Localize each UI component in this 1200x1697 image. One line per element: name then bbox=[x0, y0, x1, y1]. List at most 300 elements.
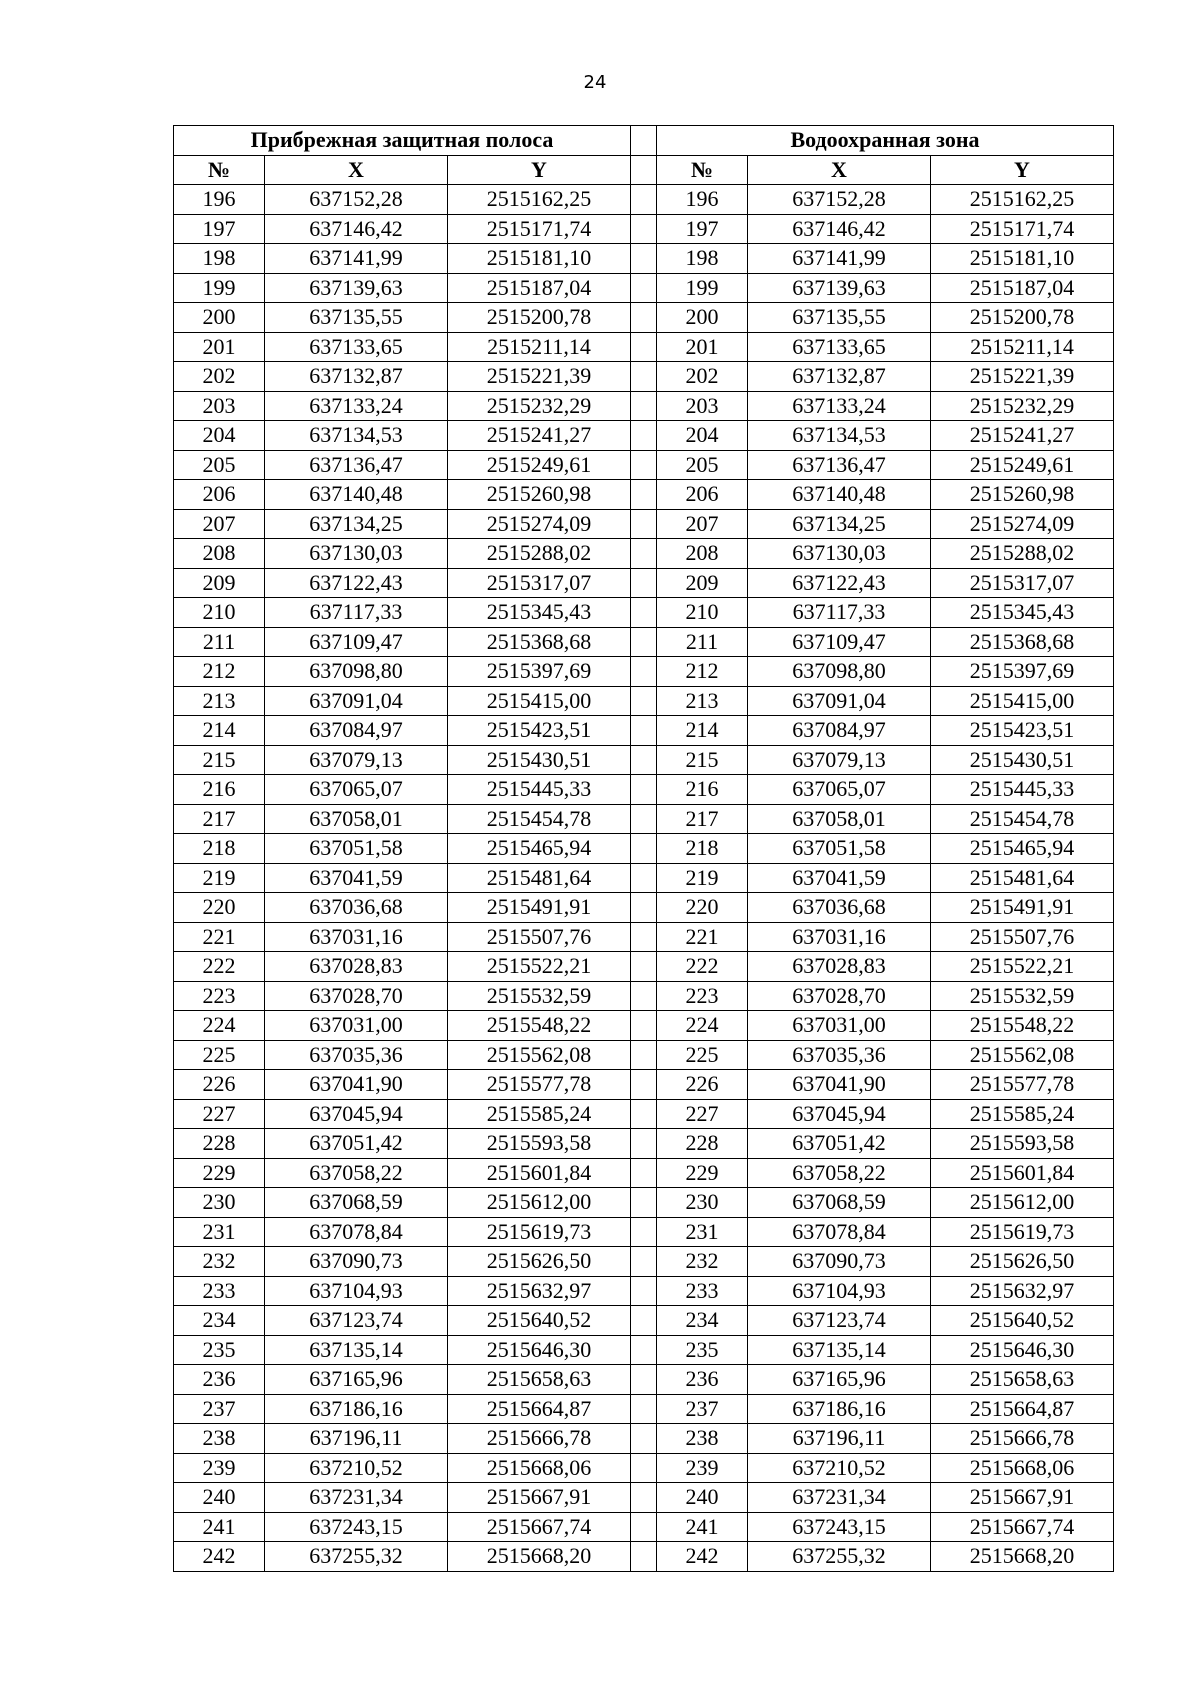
table-row bbox=[174, 1099, 1114, 1129]
right-x-coordinate: 637122,43 bbox=[748, 568, 931, 598]
left-point-number: 212 bbox=[174, 657, 265, 687]
right-header-number: № bbox=[657, 155, 748, 185]
left-point-number: 217 bbox=[174, 804, 265, 834]
left-y-coordinate: 2515664,87 bbox=[448, 1394, 631, 1424]
right-y-coordinate: 2515491,91 bbox=[931, 893, 1114, 923]
right-x-coordinate: 637255,32 bbox=[748, 1542, 931, 1572]
left-y-coordinate: 2515454,78 bbox=[448, 804, 631, 834]
left-x-coordinate: 637028,70 bbox=[265, 981, 448, 1011]
left-x-coordinate: 637196,11 bbox=[265, 1424, 448, 1454]
table-row bbox=[174, 1542, 1114, 1572]
right-x-coordinate: 637139,63 bbox=[748, 273, 931, 303]
page-number: 24 bbox=[583, 72, 607, 93]
left-y-coordinate: 2515260,98 bbox=[448, 480, 631, 510]
left-y-coordinate: 2515221,39 bbox=[448, 362, 631, 392]
table-row bbox=[174, 480, 1114, 510]
column-gap bbox=[631, 126, 657, 156]
right-y-coordinate: 2515445,33 bbox=[931, 775, 1114, 805]
right-x-coordinate: 637136,47 bbox=[748, 450, 931, 480]
left-x-coordinate: 637146,42 bbox=[265, 214, 448, 244]
left-y-coordinate: 2515632,97 bbox=[448, 1276, 631, 1306]
left-point-number: 241 bbox=[174, 1512, 265, 1542]
table-row bbox=[174, 893, 1114, 923]
right-y-coordinate: 2515666,78 bbox=[931, 1424, 1114, 1454]
left-x-coordinate: 637139,63 bbox=[265, 273, 448, 303]
left-x-coordinate: 637090,73 bbox=[265, 1247, 448, 1277]
column-gap bbox=[631, 1158, 657, 1188]
column-gap bbox=[631, 391, 657, 421]
left-point-number: 197 bbox=[174, 214, 265, 244]
left-x-coordinate: 637152,28 bbox=[265, 185, 448, 215]
left-point-number: 209 bbox=[174, 568, 265, 598]
right-x-coordinate: 637134,25 bbox=[748, 509, 931, 539]
right-point-number: 202 bbox=[657, 362, 748, 392]
column-gap bbox=[631, 273, 657, 303]
right-x-coordinate: 637140,48 bbox=[748, 480, 931, 510]
left-y-coordinate: 2515200,78 bbox=[448, 303, 631, 333]
right-point-number: 236 bbox=[657, 1365, 748, 1395]
left-x-coordinate: 637231,34 bbox=[265, 1483, 448, 1513]
right-y-coordinate: 2515664,87 bbox=[931, 1394, 1114, 1424]
left-point-number: 214 bbox=[174, 716, 265, 746]
column-gap bbox=[631, 1365, 657, 1395]
column-gap bbox=[631, 155, 657, 185]
left-point-number: 218 bbox=[174, 834, 265, 864]
table-row bbox=[174, 1276, 1114, 1306]
right-y-coordinate: 2515211,14 bbox=[931, 332, 1114, 362]
table-row bbox=[174, 1011, 1114, 1041]
left-y-coordinate: 2515585,24 bbox=[448, 1099, 631, 1129]
column-header-row bbox=[174, 155, 1114, 185]
right-x-coordinate: 637078,84 bbox=[748, 1217, 931, 1247]
left-x-coordinate: 637135,55 bbox=[265, 303, 448, 333]
right-x-coordinate: 637141,99 bbox=[748, 244, 931, 274]
right-point-number: 241 bbox=[657, 1512, 748, 1542]
right-header-y: Y bbox=[931, 155, 1114, 185]
left-y-coordinate: 2515211,14 bbox=[448, 332, 631, 362]
right-point-number: 220 bbox=[657, 893, 748, 923]
left-point-number: 242 bbox=[174, 1542, 265, 1572]
right-section-title: Водоохранная зона bbox=[657, 126, 1114, 156]
left-x-coordinate: 637117,33 bbox=[265, 598, 448, 628]
right-point-number: 234 bbox=[657, 1306, 748, 1336]
right-y-coordinate: 2515221,39 bbox=[931, 362, 1114, 392]
right-x-coordinate: 637035,36 bbox=[748, 1040, 931, 1070]
right-x-coordinate: 637133,65 bbox=[748, 332, 931, 362]
right-point-number: 221 bbox=[657, 922, 748, 952]
left-x-coordinate: 637186,16 bbox=[265, 1394, 448, 1424]
left-header-y: Y bbox=[448, 155, 631, 185]
right-x-coordinate: 637051,42 bbox=[748, 1129, 931, 1159]
right-x-coordinate: 637196,11 bbox=[748, 1424, 931, 1454]
left-y-coordinate: 2515481,64 bbox=[448, 863, 631, 893]
right-y-coordinate: 2515200,78 bbox=[931, 303, 1114, 333]
right-point-number: 208 bbox=[657, 539, 748, 569]
right-header-x: X bbox=[748, 155, 931, 185]
left-point-number: 210 bbox=[174, 598, 265, 628]
left-point-number: 225 bbox=[174, 1040, 265, 1070]
table-row bbox=[174, 657, 1114, 687]
right-x-coordinate: 637041,59 bbox=[748, 863, 931, 893]
right-y-coordinate: 2515430,51 bbox=[931, 745, 1114, 775]
right-point-number: 240 bbox=[657, 1483, 748, 1513]
column-gap bbox=[631, 1512, 657, 1542]
table-row bbox=[174, 185, 1114, 215]
left-x-coordinate: 637036,68 bbox=[265, 893, 448, 923]
left-y-coordinate: 2515415,00 bbox=[448, 686, 631, 716]
right-point-number: 205 bbox=[657, 450, 748, 480]
table-row bbox=[174, 716, 1114, 746]
left-y-coordinate: 2515667,91 bbox=[448, 1483, 631, 1513]
table-row bbox=[174, 745, 1114, 775]
left-point-number: 220 bbox=[174, 893, 265, 923]
right-point-number: 206 bbox=[657, 480, 748, 510]
left-y-coordinate: 2515646,30 bbox=[448, 1335, 631, 1365]
right-y-coordinate: 2515397,69 bbox=[931, 657, 1114, 687]
table-row bbox=[174, 686, 1114, 716]
table-row bbox=[174, 539, 1114, 569]
table-row bbox=[174, 1394, 1114, 1424]
right-x-coordinate: 637051,58 bbox=[748, 834, 931, 864]
left-point-number: 196 bbox=[174, 185, 265, 215]
left-header-x: X bbox=[265, 155, 448, 185]
table-body bbox=[174, 185, 1114, 1572]
right-y-coordinate: 2515481,64 bbox=[931, 863, 1114, 893]
right-y-coordinate: 2515612,00 bbox=[931, 1188, 1114, 1218]
right-x-coordinate: 637058,22 bbox=[748, 1158, 931, 1188]
left-point-number: 238 bbox=[174, 1424, 265, 1454]
column-gap bbox=[631, 1276, 657, 1306]
left-x-coordinate: 637122,43 bbox=[265, 568, 448, 598]
left-point-number: 206 bbox=[174, 480, 265, 510]
right-point-number: 215 bbox=[657, 745, 748, 775]
right-y-coordinate: 2515668,06 bbox=[931, 1453, 1114, 1483]
left-y-coordinate: 2515577,78 bbox=[448, 1070, 631, 1100]
left-point-number: 229 bbox=[174, 1158, 265, 1188]
left-y-coordinate: 2515548,22 bbox=[448, 1011, 631, 1041]
table-row bbox=[174, 1158, 1114, 1188]
left-point-number: 207 bbox=[174, 509, 265, 539]
right-y-coordinate: 2515423,51 bbox=[931, 716, 1114, 746]
right-x-coordinate: 637133,24 bbox=[748, 391, 931, 421]
left-y-coordinate: 2515232,29 bbox=[448, 391, 631, 421]
right-y-coordinate: 2515646,30 bbox=[931, 1335, 1114, 1365]
left-y-coordinate: 2515368,68 bbox=[448, 627, 631, 657]
left-y-coordinate: 2515667,74 bbox=[448, 1512, 631, 1542]
column-gap bbox=[631, 981, 657, 1011]
column-gap bbox=[631, 922, 657, 952]
right-point-number: 199 bbox=[657, 273, 748, 303]
right-x-coordinate: 637135,14 bbox=[748, 1335, 931, 1365]
left-point-number: 199 bbox=[174, 273, 265, 303]
right-y-coordinate: 2515454,78 bbox=[931, 804, 1114, 834]
left-y-coordinate: 2515465,94 bbox=[448, 834, 631, 864]
right-point-number: 219 bbox=[657, 863, 748, 893]
right-point-number: 209 bbox=[657, 568, 748, 598]
left-x-coordinate: 637078,84 bbox=[265, 1217, 448, 1247]
left-point-number: 208 bbox=[174, 539, 265, 569]
left-x-coordinate: 637041,59 bbox=[265, 863, 448, 893]
left-x-coordinate: 637136,47 bbox=[265, 450, 448, 480]
left-y-coordinate: 2515601,84 bbox=[448, 1158, 631, 1188]
left-y-coordinate: 2515562,08 bbox=[448, 1040, 631, 1070]
right-point-number: 198 bbox=[657, 244, 748, 274]
right-x-coordinate: 637068,59 bbox=[748, 1188, 931, 1218]
left-point-number: 227 bbox=[174, 1099, 265, 1129]
right-y-coordinate: 2515415,00 bbox=[931, 686, 1114, 716]
left-y-coordinate: 2515430,51 bbox=[448, 745, 631, 775]
left-y-coordinate: 2515423,51 bbox=[448, 716, 631, 746]
left-x-coordinate: 637134,53 bbox=[265, 421, 448, 451]
left-point-number: 233 bbox=[174, 1276, 265, 1306]
left-x-coordinate: 637068,59 bbox=[265, 1188, 448, 1218]
left-y-coordinate: 2515171,74 bbox=[448, 214, 631, 244]
right-x-coordinate: 637058,01 bbox=[748, 804, 931, 834]
column-gap bbox=[631, 775, 657, 805]
table-row bbox=[174, 450, 1114, 480]
table-row bbox=[174, 627, 1114, 657]
left-point-number: 223 bbox=[174, 981, 265, 1011]
right-x-coordinate: 637186,16 bbox=[748, 1394, 931, 1424]
left-y-coordinate: 2515181,10 bbox=[448, 244, 631, 274]
table-row bbox=[174, 1306, 1114, 1336]
right-x-coordinate: 637152,28 bbox=[748, 185, 931, 215]
table-row bbox=[174, 952, 1114, 982]
right-y-coordinate: 2515601,84 bbox=[931, 1158, 1114, 1188]
right-y-coordinate: 2515171,74 bbox=[931, 214, 1114, 244]
left-x-coordinate: 637098,80 bbox=[265, 657, 448, 687]
right-y-coordinate: 2515562,08 bbox=[931, 1040, 1114, 1070]
left-y-coordinate: 2515288,02 bbox=[448, 539, 631, 569]
left-point-number: 230 bbox=[174, 1188, 265, 1218]
table-row bbox=[174, 1335, 1114, 1365]
left-point-number: 219 bbox=[174, 863, 265, 893]
right-x-coordinate: 637210,52 bbox=[748, 1453, 931, 1483]
column-gap bbox=[631, 1011, 657, 1041]
left-y-coordinate: 2515274,09 bbox=[448, 509, 631, 539]
table-row bbox=[174, 981, 1114, 1011]
right-point-number: 225 bbox=[657, 1040, 748, 1070]
right-point-number: 242 bbox=[657, 1542, 748, 1572]
right-point-number: 233 bbox=[657, 1276, 748, 1306]
left-point-number: 231 bbox=[174, 1217, 265, 1247]
column-gap bbox=[631, 952, 657, 982]
right-x-coordinate: 637123,74 bbox=[748, 1306, 931, 1336]
right-x-coordinate: 637104,93 bbox=[748, 1276, 931, 1306]
column-gap bbox=[631, 539, 657, 569]
right-x-coordinate: 637231,34 bbox=[748, 1483, 931, 1513]
left-x-coordinate: 637091,04 bbox=[265, 686, 448, 716]
right-y-coordinate: 2515532,59 bbox=[931, 981, 1114, 1011]
column-gap bbox=[631, 185, 657, 215]
column-gap bbox=[631, 509, 657, 539]
right-x-coordinate: 637091,04 bbox=[748, 686, 931, 716]
left-x-coordinate: 637133,24 bbox=[265, 391, 448, 421]
left-y-coordinate: 2515491,91 bbox=[448, 893, 631, 923]
left-x-coordinate: 637104,93 bbox=[265, 1276, 448, 1306]
column-gap bbox=[631, 244, 657, 274]
table-row bbox=[174, 568, 1114, 598]
left-y-coordinate: 2515532,59 bbox=[448, 981, 631, 1011]
left-point-number: 234 bbox=[174, 1306, 265, 1336]
right-y-coordinate: 2515640,52 bbox=[931, 1306, 1114, 1336]
left-point-number: 213 bbox=[174, 686, 265, 716]
right-y-coordinate: 2515522,21 bbox=[931, 952, 1114, 982]
left-x-coordinate: 637135,14 bbox=[265, 1335, 448, 1365]
table-row bbox=[174, 273, 1114, 303]
column-gap bbox=[631, 450, 657, 480]
left-y-coordinate: 2515612,00 bbox=[448, 1188, 631, 1218]
left-y-coordinate: 2515619,73 bbox=[448, 1217, 631, 1247]
left-point-number: 228 bbox=[174, 1129, 265, 1159]
left-y-coordinate: 2515187,04 bbox=[448, 273, 631, 303]
right-y-coordinate: 2515274,09 bbox=[931, 509, 1114, 539]
column-gap bbox=[631, 804, 657, 834]
left-point-number: 205 bbox=[174, 450, 265, 480]
column-gap bbox=[631, 893, 657, 923]
right-point-number: 203 bbox=[657, 391, 748, 421]
table-row bbox=[174, 1512, 1114, 1542]
left-point-number: 201 bbox=[174, 332, 265, 362]
right-x-coordinate: 637117,33 bbox=[748, 598, 931, 628]
left-y-coordinate: 2515666,78 bbox=[448, 1424, 631, 1454]
left-x-coordinate: 637079,13 bbox=[265, 745, 448, 775]
right-point-number: 216 bbox=[657, 775, 748, 805]
column-gap bbox=[631, 568, 657, 598]
left-point-number: 237 bbox=[174, 1394, 265, 1424]
left-point-number: 232 bbox=[174, 1247, 265, 1277]
column-gap bbox=[631, 1394, 657, 1424]
left-point-number: 204 bbox=[174, 421, 265, 451]
right-y-coordinate: 2515249,61 bbox=[931, 450, 1114, 480]
right-x-coordinate: 637132,87 bbox=[748, 362, 931, 392]
left-x-coordinate: 637058,22 bbox=[265, 1158, 448, 1188]
left-x-coordinate: 637031,00 bbox=[265, 1011, 448, 1041]
right-x-coordinate: 637028,70 bbox=[748, 981, 931, 1011]
right-point-number: 223 bbox=[657, 981, 748, 1011]
left-y-coordinate: 2515397,69 bbox=[448, 657, 631, 687]
left-x-coordinate: 637210,52 bbox=[265, 1453, 448, 1483]
column-gap bbox=[631, 1306, 657, 1336]
column-gap bbox=[631, 1335, 657, 1365]
left-y-coordinate: 2515668,06 bbox=[448, 1453, 631, 1483]
left-point-number: 202 bbox=[174, 362, 265, 392]
left-y-coordinate: 2515241,27 bbox=[448, 421, 631, 451]
left-point-number: 224 bbox=[174, 1011, 265, 1041]
left-x-coordinate: 637141,99 bbox=[265, 244, 448, 274]
column-gap bbox=[631, 686, 657, 716]
left-point-number: 236 bbox=[174, 1365, 265, 1395]
column-gap bbox=[631, 1040, 657, 1070]
left-y-coordinate: 2515640,52 bbox=[448, 1306, 631, 1336]
left-x-coordinate: 637051,42 bbox=[265, 1129, 448, 1159]
right-point-number: 218 bbox=[657, 834, 748, 864]
table-row bbox=[174, 1188, 1114, 1218]
right-y-coordinate: 2515667,91 bbox=[931, 1483, 1114, 1513]
left-x-coordinate: 637035,36 bbox=[265, 1040, 448, 1070]
table-row bbox=[174, 1483, 1114, 1513]
right-y-coordinate: 2515593,58 bbox=[931, 1129, 1114, 1159]
column-gap bbox=[631, 716, 657, 746]
right-point-number: 212 bbox=[657, 657, 748, 687]
right-point-number: 228 bbox=[657, 1129, 748, 1159]
column-gap bbox=[631, 332, 657, 362]
right-x-coordinate: 637165,96 bbox=[748, 1365, 931, 1395]
right-y-coordinate: 2515317,07 bbox=[931, 568, 1114, 598]
right-point-number: 222 bbox=[657, 952, 748, 982]
left-y-coordinate: 2515668,20 bbox=[448, 1542, 631, 1572]
column-gap bbox=[631, 214, 657, 244]
column-gap bbox=[631, 1453, 657, 1483]
column-gap bbox=[631, 657, 657, 687]
right-x-coordinate: 637065,07 bbox=[748, 775, 931, 805]
table-row bbox=[174, 922, 1114, 952]
column-gap bbox=[631, 1070, 657, 1100]
table-row bbox=[174, 1070, 1114, 1100]
table-row bbox=[174, 1365, 1114, 1395]
right-x-coordinate: 637041,90 bbox=[748, 1070, 931, 1100]
column-gap bbox=[631, 1099, 657, 1129]
column-gap bbox=[631, 598, 657, 628]
right-point-number: 201 bbox=[657, 332, 748, 362]
right-x-coordinate: 637031,16 bbox=[748, 922, 931, 952]
right-y-coordinate: 2515619,73 bbox=[931, 1217, 1114, 1247]
table-row bbox=[174, 391, 1114, 421]
right-y-coordinate: 2515187,04 bbox=[931, 273, 1114, 303]
right-x-coordinate: 637109,47 bbox=[748, 627, 931, 657]
right-y-coordinate: 2515548,22 bbox=[931, 1011, 1114, 1041]
column-gap bbox=[631, 1188, 657, 1218]
left-x-coordinate: 637132,87 bbox=[265, 362, 448, 392]
table-row bbox=[174, 863, 1114, 893]
column-gap bbox=[631, 421, 657, 451]
left-point-number: 222 bbox=[174, 952, 265, 982]
left-point-number: 235 bbox=[174, 1335, 265, 1365]
right-point-number: 235 bbox=[657, 1335, 748, 1365]
left-x-coordinate: 637051,58 bbox=[265, 834, 448, 864]
left-y-coordinate: 2515249,61 bbox=[448, 450, 631, 480]
left-y-coordinate: 2515593,58 bbox=[448, 1129, 631, 1159]
column-gap bbox=[631, 1424, 657, 1454]
right-x-coordinate: 637045,94 bbox=[748, 1099, 931, 1129]
table-row bbox=[174, 303, 1114, 333]
column-gap bbox=[631, 1217, 657, 1247]
left-point-number: 203 bbox=[174, 391, 265, 421]
right-point-number: 238 bbox=[657, 1424, 748, 1454]
left-point-number: 211 bbox=[174, 627, 265, 657]
left-header-number: № bbox=[174, 155, 265, 185]
column-gap bbox=[631, 303, 657, 333]
right-point-number: 204 bbox=[657, 421, 748, 451]
table-row bbox=[174, 804, 1114, 834]
column-gap bbox=[631, 1129, 657, 1159]
right-y-coordinate: 2515288,02 bbox=[931, 539, 1114, 569]
table-row bbox=[174, 1247, 1114, 1277]
right-point-number: 224 bbox=[657, 1011, 748, 1041]
table-row bbox=[174, 775, 1114, 805]
left-x-coordinate: 637165,96 bbox=[265, 1365, 448, 1395]
right-x-coordinate: 637135,55 bbox=[748, 303, 931, 333]
right-point-number: 239 bbox=[657, 1453, 748, 1483]
left-x-coordinate: 637109,47 bbox=[265, 627, 448, 657]
left-point-number: 216 bbox=[174, 775, 265, 805]
left-y-coordinate: 2515162,25 bbox=[448, 185, 631, 215]
column-gap bbox=[631, 1483, 657, 1513]
left-x-coordinate: 637028,83 bbox=[265, 952, 448, 982]
table-row bbox=[174, 598, 1114, 628]
left-point-number: 198 bbox=[174, 244, 265, 274]
left-x-coordinate: 637133,65 bbox=[265, 332, 448, 362]
